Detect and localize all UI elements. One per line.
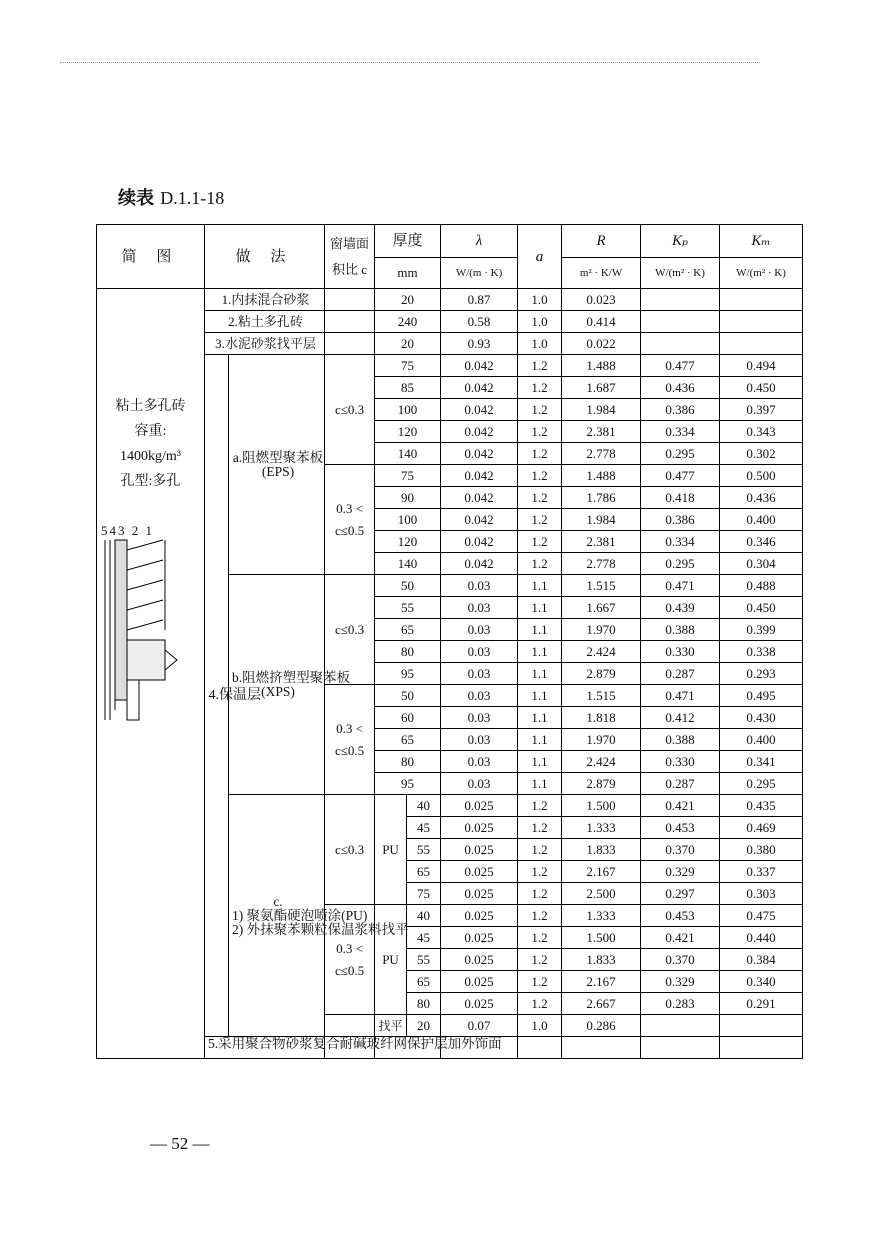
cell-r: 0.414 [562, 311, 641, 333]
cell-r: 1.333 [562, 817, 641, 839]
cell-thickness: 65 [375, 729, 441, 751]
cell-lambda: 0.025 [441, 839, 518, 861]
cell-thickness: 45 [407, 927, 441, 949]
cell-lambda: 0.042 [441, 355, 518, 377]
cell-thickness: 95 [375, 773, 441, 795]
cell-kp: 0.287 [641, 663, 720, 685]
cell-kp: 0.386 [641, 399, 720, 421]
cell-km [720, 311, 803, 333]
cell-r: 1.984 [562, 509, 641, 531]
cell-r: 2.778 [562, 553, 641, 575]
cell-kp: 0.330 [641, 641, 720, 663]
cell-km: 0.495 [720, 685, 803, 707]
cell-thickness: 65 [375, 619, 441, 641]
cell-lambda: 0.07 [441, 1015, 518, 1037]
method-cell: 3.水泥砂浆找平层 [205, 333, 325, 355]
cell-kp: 0.412 [641, 707, 720, 729]
cell-a: 1.1 [518, 619, 562, 641]
cell-a: 1.2 [518, 399, 562, 421]
cell-kp: 0.477 [641, 355, 720, 377]
header-thickness: 厚度 [375, 225, 441, 258]
cell-km: 0.380 [720, 839, 803, 861]
cell-r: 2.424 [562, 751, 641, 773]
cell-thickness: 45 [407, 817, 441, 839]
cell-r: 1.833 [562, 839, 641, 861]
cell-r: 2.500 [562, 883, 641, 905]
ratio-cell: 0.3 < c≤0.5 [325, 685, 375, 795]
cell-a: 1.0 [518, 1015, 562, 1037]
cell-km: 0.341 [720, 751, 803, 773]
ratio-cell: c≤0.3 [325, 355, 375, 465]
cell-r: 0.023 [562, 289, 641, 311]
cell-lambda: 0.042 [441, 399, 518, 421]
cell-thickness: 140 [375, 553, 441, 575]
cell-lambda: 0.03 [441, 619, 518, 641]
cell-r: 2.879 [562, 663, 641, 685]
cell-km: 0.304 [720, 553, 803, 575]
cell-kp: 0.471 [641, 685, 720, 707]
table-row [97, 289, 803, 311]
cell-thickness: 75 [375, 465, 441, 487]
cell-lambda: 0.03 [441, 575, 518, 597]
ratio-cell: c≤0.3 [325, 795, 375, 905]
cell-lambda: 0.042 [441, 553, 518, 575]
cell-km: 0.400 [720, 729, 803, 751]
cell-r: 1.488 [562, 355, 641, 377]
cell-r: 1.515 [562, 575, 641, 597]
cell-a: 1.2 [518, 553, 562, 575]
cell-lambda: 0.042 [441, 487, 518, 509]
cell-lambda: 0.042 [441, 531, 518, 553]
header-thickness-unit: mm [375, 258, 441, 289]
cell-a: 1.1 [518, 597, 562, 619]
leveling-label: 找平 [375, 1015, 407, 1037]
cell-r: 1.970 [562, 619, 641, 641]
cell-thickness: 80 [407, 993, 441, 1015]
cell-a: 1.2 [518, 993, 562, 1015]
cell-a: 1.1 [518, 685, 562, 707]
ratio-cell: c≤0.3 [325, 575, 375, 685]
cell-thickness: 50 [375, 575, 441, 597]
cell-kp: 0.287 [641, 773, 720, 795]
cell-km: 0.303 [720, 883, 803, 905]
cell-thickness: 95 [375, 663, 441, 685]
cell-kp: 0.334 [641, 531, 720, 553]
cell-lambda: 0.025 [441, 817, 518, 839]
scan-header-dots [60, 62, 760, 63]
cell-thickness: 65 [407, 971, 441, 993]
cell-r: 2.381 [562, 421, 641, 443]
xps-name: b.阻燃挤塑型聚苯板 [232, 669, 351, 685]
cell-a: 1.2 [518, 487, 562, 509]
cell-km: 0.397 [720, 399, 803, 421]
header-method: 做 法 [205, 225, 325, 289]
cell-km: 0.450 [720, 597, 803, 619]
header-a: a [518, 225, 562, 289]
cell-r: 0.022 [562, 333, 641, 355]
sketch-density-label: 容重: [134, 424, 167, 439]
cell-a: 1.1 [518, 575, 562, 597]
header-ratio-l2: 积比 c [332, 261, 368, 277]
cell-km: 0.291 [720, 993, 803, 1015]
cell-lambda: 0.025 [441, 971, 518, 993]
ratio-cell [325, 311, 375, 333]
cell-a: 1.0 [518, 289, 562, 311]
cell-r: 2.167 [562, 861, 641, 883]
cell-a: 1.1 [518, 663, 562, 685]
cell-r: 1.687 [562, 377, 641, 399]
header-lambda-unit: W/(m · K) [441, 258, 518, 289]
cell-km: 0.340 [720, 971, 803, 993]
eps-name: a.阻燃型聚苯板 [232, 449, 324, 465]
cell-thickness: 55 [407, 949, 441, 971]
layer5-method: 5.采用聚合物砂浆复合耐碱玻纤网保护层加外饰面 [205, 1037, 325, 1059]
cell-thickness: 40 [407, 795, 441, 817]
cell-km [720, 289, 803, 311]
cell-kp [641, 289, 720, 311]
cell-a: 1.1 [518, 641, 562, 663]
cell-r: 2.381 [562, 531, 641, 553]
cell-km: 0.450 [720, 377, 803, 399]
cell-lambda: 0.025 [441, 993, 518, 1015]
cell-km [720, 333, 803, 355]
cell-a: 1.2 [518, 377, 562, 399]
cell-km: 0.494 [720, 355, 803, 377]
sketch-hole-type: 孔型:多孔 [120, 474, 181, 489]
cell-r: 0.286 [562, 1015, 641, 1037]
cell-lambda: 0.025 [441, 949, 518, 971]
sketch-density-value: 1400kg/m³ [120, 449, 181, 464]
cell-km: 0.343 [720, 421, 803, 443]
cell-kp: 0.329 [641, 971, 720, 993]
caption-prefix: 续表 [118, 188, 154, 209]
cell-lambda: 0.025 [441, 905, 518, 927]
cell-kp: 0.329 [641, 861, 720, 883]
cell-r: 1.515 [562, 685, 641, 707]
sketch-layer-numbers: 543 2 1 [101, 523, 154, 538]
cell-kp: 0.421 [641, 927, 720, 949]
cell-r: 1.500 [562, 795, 641, 817]
cell-km: 0.293 [720, 663, 803, 685]
wall-section-icon [101, 540, 201, 720]
cell-a: 1.2 [518, 971, 562, 993]
cell-kp: 0.453 [641, 905, 720, 927]
cell-r: 1.500 [562, 927, 641, 949]
cell-a: 1.2 [518, 465, 562, 487]
header-kp-unit: W/(m² · K) [641, 258, 720, 289]
cell-kp: 0.297 [641, 883, 720, 905]
cell-thickness: 140 [375, 443, 441, 465]
cell-r: 2.167 [562, 971, 641, 993]
ratio-cell: 0.3 < c≤0.5 [325, 905, 375, 1015]
cell-thickness: 100 [375, 509, 441, 531]
cell-kp [641, 1015, 720, 1037]
cell-r: 1.333 [562, 905, 641, 927]
cell-lambda: 0.025 [441, 795, 518, 817]
cell-lambda: 0.042 [441, 465, 518, 487]
cell-lambda: 0.03 [441, 729, 518, 751]
cell-lambda: 0.03 [441, 641, 518, 663]
cell-km: 0.295 [720, 773, 803, 795]
cell-kp: 0.370 [641, 949, 720, 971]
cell-lambda: 0.025 [441, 861, 518, 883]
header-kp: Kₚ [641, 225, 720, 258]
eps-abbr: (EPS) [261, 463, 295, 479]
cell-kp: 0.471 [641, 575, 720, 597]
cell-a: 1.2 [518, 861, 562, 883]
cell-a: 1.2 [518, 817, 562, 839]
cell-lambda: 0.03 [441, 685, 518, 707]
cell-lambda: 0.87 [441, 289, 518, 311]
table-caption [118, 184, 224, 210]
cell-thickness: 50 [375, 685, 441, 707]
cell-a [518, 1037, 562, 1059]
cell-lambda: 0.93 [441, 333, 518, 355]
pu-label-2: 2) 外抹聚苯颗粒保温浆料找平 [232, 921, 409, 937]
cell-lambda: 0.03 [441, 597, 518, 619]
cell-km: 0.337 [720, 861, 803, 883]
header-ratio [325, 225, 375, 289]
cell-lambda: 0.025 [441, 883, 518, 905]
cell-km: 0.469 [720, 817, 803, 839]
cell-a: 1.2 [518, 795, 562, 817]
header-ratio-l1: 窗墙面 [330, 235, 370, 251]
cell-a: 1.2 [518, 531, 562, 553]
cell-r: 2.778 [562, 443, 641, 465]
cell-r: 2.667 [562, 993, 641, 1015]
layer4-label [205, 355, 261, 1037]
cell-r: 1.786 [562, 487, 641, 509]
cell-km: 0.436 [720, 487, 803, 509]
ratio-cell [325, 1015, 375, 1037]
cell-thickness: 55 [407, 839, 441, 861]
cell-lambda: 0.03 [441, 663, 518, 685]
cell-a: 1.1 [518, 729, 562, 751]
cell-lambda: 0.03 [441, 707, 518, 729]
header-r: R [562, 225, 641, 258]
page-number: — 52 — [150, 1134, 210, 1153]
cell-km: 0.346 [720, 531, 803, 553]
caption-code: D.1.1-18 [160, 188, 225, 208]
cell-thickness: 75 [375, 355, 441, 377]
cell-a: 1.2 [518, 421, 562, 443]
cell-r: 1.488 [562, 465, 641, 487]
cell-km: 0.440 [720, 927, 803, 949]
cell-km [720, 1037, 803, 1059]
cell-thickness: 40 [407, 905, 441, 927]
cell-kp: 0.439 [641, 597, 720, 619]
cell-km [720, 1015, 803, 1037]
cell-thickness: 20 [375, 333, 441, 355]
cell-lambda: 0.025 [441, 927, 518, 949]
cell-r: 2.879 [562, 773, 641, 795]
cell-kp: 0.388 [641, 729, 720, 751]
cell-km: 0.488 [720, 575, 803, 597]
xps-abbr: (XPS) [261, 683, 295, 699]
cell-lambda: 0.042 [441, 421, 518, 443]
cell-thickness: 55 [375, 597, 441, 619]
cell-km: 0.400 [720, 509, 803, 531]
method-cell: 2.粘土多孔砖 [205, 311, 325, 333]
cell-kp: 0.388 [641, 619, 720, 641]
cell-kp: 0.436 [641, 377, 720, 399]
cell-thickness: 85 [375, 377, 441, 399]
cell-a: 1.2 [518, 443, 562, 465]
cell-km: 0.500 [720, 465, 803, 487]
cell-lambda: 0.03 [441, 751, 518, 773]
cell-a: 1.1 [518, 773, 562, 795]
cell-thickness: 20 [375, 289, 441, 311]
cell-kp [641, 1037, 720, 1059]
cell-thickness: 90 [375, 487, 441, 509]
header-sketch: 简 图 [97, 225, 205, 289]
cell-r: 1.818 [562, 707, 641, 729]
cell-kp: 0.477 [641, 465, 720, 487]
cell-r: 1.970 [562, 729, 641, 751]
header-row-1 [97, 225, 803, 258]
cell-km: 0.338 [720, 641, 803, 663]
cell-kp: 0.386 [641, 509, 720, 531]
header-km-unit: W/(m² · K) [720, 258, 803, 289]
cell-r: 1.667 [562, 597, 641, 619]
cell-km: 0.435 [720, 795, 803, 817]
cell-thickness: 80 [375, 751, 441, 773]
cell-a: 1.0 [518, 311, 562, 333]
cell-thickness: 75 [407, 883, 441, 905]
cell-thickness: 65 [407, 861, 441, 883]
cell-a: 1.2 [518, 905, 562, 927]
cell-a: 1.1 [518, 707, 562, 729]
cell-a: 1.2 [518, 355, 562, 377]
header-km: Kₘ [720, 225, 803, 258]
thermal-table [96, 224, 803, 1059]
cell-kp [641, 311, 720, 333]
cell-kp: 0.283 [641, 993, 720, 1015]
cell-lambda: 0.58 [441, 311, 518, 333]
cell-km: 0.475 [720, 905, 803, 927]
pu-tag: PU [375, 795, 407, 905]
cell-kp: 0.453 [641, 817, 720, 839]
cell-km: 0.399 [720, 619, 803, 641]
header-lambda: λ [441, 225, 518, 258]
pu-label-c: c. [273, 893, 283, 909]
cell-kp: 0.330 [641, 751, 720, 773]
cell-lambda: 0.03 [441, 773, 518, 795]
cell-kp [641, 333, 720, 355]
cell-thickness: 100 [375, 399, 441, 421]
cell-kp: 0.295 [641, 443, 720, 465]
ratio-cell [325, 289, 375, 311]
cell-thickness: 240 [375, 311, 441, 333]
cell-a: 1.2 [518, 949, 562, 971]
method-cell: 1.内抹混合砂浆 [205, 289, 325, 311]
cell-lambda: 0.042 [441, 377, 518, 399]
cell-lambda: 0.042 [441, 509, 518, 531]
cell-r [562, 1037, 641, 1059]
layer4-label-text: 4.保温层 [208, 687, 261, 703]
cell-kp: 0.418 [641, 487, 720, 509]
cell-thickness: 60 [375, 707, 441, 729]
cell-kp: 0.421 [641, 795, 720, 817]
cell-lambda: 0.042 [441, 443, 518, 465]
cell-kp: 0.334 [641, 421, 720, 443]
header-r-unit: m² · K/W [562, 258, 641, 289]
cell-a: 1.2 [518, 883, 562, 905]
cell-thickness: 120 [375, 531, 441, 553]
cell-km: 0.430 [720, 707, 803, 729]
ratio-cell: 0.3 < c≤0.5 [325, 465, 375, 575]
cell-r: 1.833 [562, 949, 641, 971]
cell-thickness: 120 [375, 421, 441, 443]
cell-thickness: 80 [375, 641, 441, 663]
cell-kp: 0.295 [641, 553, 720, 575]
cell-a: 1.2 [518, 927, 562, 949]
cell-a: 1.1 [518, 751, 562, 773]
cell-a: 1.2 [518, 839, 562, 861]
pu-tag: PU [375, 905, 407, 1015]
cell-r: 1.984 [562, 399, 641, 421]
cell-thickness: 20 [407, 1015, 441, 1037]
cell-a: 1.0 [518, 333, 562, 355]
cell-kp: 0.370 [641, 839, 720, 861]
cell-km: 0.384 [720, 949, 803, 971]
cell-km: 0.302 [720, 443, 803, 465]
ratio-cell [325, 333, 375, 355]
sketch-material: 粘土多孔砖 [115, 399, 186, 414]
sketch-cell [97, 289, 205, 1059]
pu-label-1: 1) 聚氨酯硬泡喷涂(PU) [232, 907, 368, 923]
cell-a: 1.2 [518, 509, 562, 531]
eps-method [229, 355, 325, 575]
cell-r: 2.424 [562, 641, 641, 663]
